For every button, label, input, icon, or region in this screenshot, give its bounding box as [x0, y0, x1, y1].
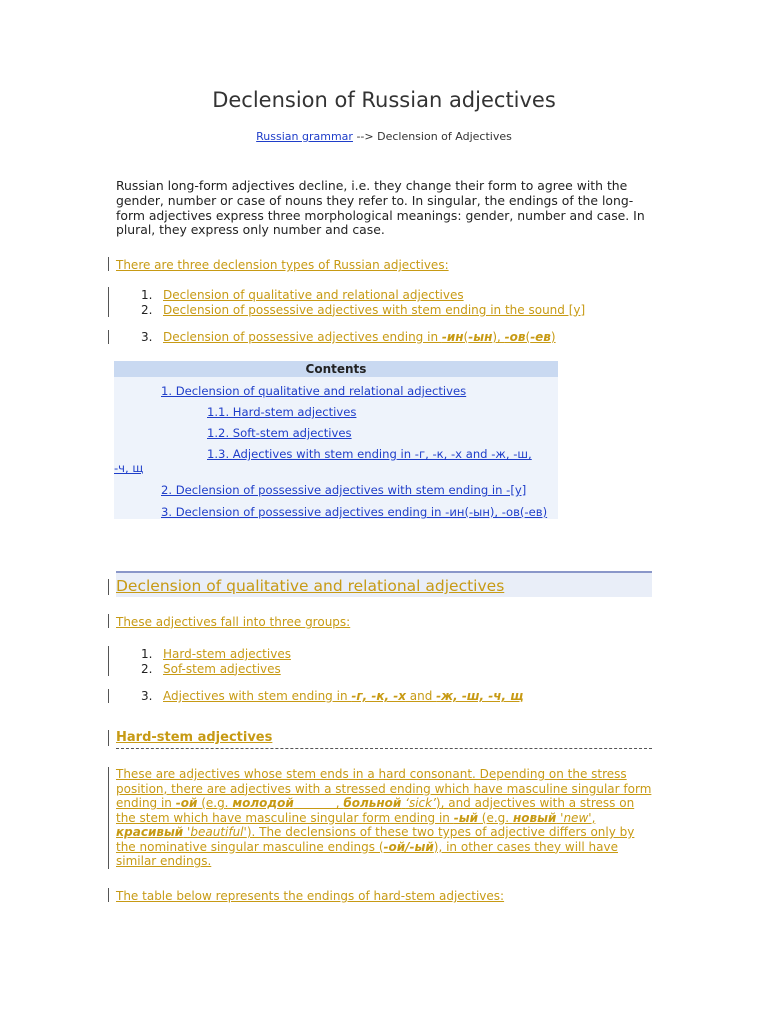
- list-item: 2. Sof-stem adjectives: [141, 661, 281, 676]
- margin-bar: [108, 767, 109, 869]
- intro-paragraph: Russian long-form adjectives decline, i.e. they change their form to agree with the gender, number or case of nouns they refer to. In singular, the endings of the long-form adjectives express three morphological meanings: gender, number and case. In plural, they express only number and case.: [116, 178, 645, 238]
- toc-item-1-2[interactable]: 1.2. Soft-stem adjectives: [207, 426, 352, 440]
- toc-item-3[interactable]: 3. Declension of possessive adjectives ending in -ин(-ын), -ов(-ев): [161, 505, 548, 519]
- breadcrumb-current: --> Declension of Adjectives: [352, 130, 512, 143]
- type-link-2[interactable]: Declension of possessive adjectives with stem ending in the sound [у]: [163, 302, 586, 317]
- groups-list: [141, 647, 291, 676]
- margin-bar: [108, 330, 109, 344]
- hard-stem-paragraph: These are adjectives whose stem ends in a hard consonant. Depending on the stress position, there are adjectives with a stressed ending which have masculine singular form ending in -ой (e.g. молодой , больной ‘sick’), and adjectives with a stress on the stem which have masculine singular form ending in -ый (e.g. новый 'new', красивый 'beautiful'). The declensions of these two types of adjective differs only by the nominative singular masculine endings (-ой/-ый), in other cases they will have similar endings.: [116, 767, 652, 868]
- section-heading: Declension of qualitative and relational adjectives: [116, 571, 652, 597]
- margin-bar: [108, 689, 109, 703]
- margin-bar: [108, 257, 109, 271]
- list-item: 1. Declension of qualitative and relational adjectives: [141, 288, 464, 302]
- toc-item-2[interactable]: 2. Declension of possessive adjectives with stem ending in -[у]: [161, 483, 527, 497]
- list-item: 2. Declension of possessive adjectives with stem ending in the sound [у]: [141, 302, 586, 317]
- toc-item-1[interactable]: 1. Declension of qualitative and relational adjectives: [161, 384, 467, 398]
- margin-bar: [108, 614, 109, 628]
- type-link-1[interactable]: Declension of qualitative and relational adjectives: [163, 288, 464, 302]
- list-item: 3. Adjectives with stem ending in -г, -к, -х and -ж, -ш, -ч, щ: [141, 689, 524, 703]
- toc-item-1-3[interactable]: 1.3. Adjectives with stem ending in -г, -к, -х and -ж, -ш,: [207, 447, 532, 461]
- breadcrumb: [0, 130, 768, 143]
- groups-intro: These adjectives fall into three groups:: [116, 615, 351, 629]
- dashed-divider: [116, 748, 652, 749]
- group-link-1[interactable]: Hard-stem adjectives: [163, 647, 291, 661]
- list-item: 3. Declension of possessive adjectives ending in -ин(-ын), -ов(-ев): [141, 330, 556, 344]
- types-list: [141, 288, 585, 317]
- page-title: Declension of Russian adjectives: [212, 88, 556, 112]
- margin-bar: [108, 646, 109, 676]
- margin-bar: [108, 888, 109, 902]
- hard-stem-heading: Hard-stem adjectives: [116, 730, 273, 745]
- margin-bar: [108, 730, 109, 746]
- group-link-2[interactable]: Sof-stem adjectives: [163, 661, 281, 676]
- toc-item-1-3-cont[interactable]: -ч, щ: [114, 461, 144, 475]
- toc-item-1-1[interactable]: 1.1. Hard-stem adjectives: [207, 405, 357, 419]
- margin-bar: [108, 287, 109, 317]
- group-link-3[interactable]: Adjectives with stem ending in -г, -к, -х and -ж, -ш, -ч, щ: [163, 689, 524, 703]
- margin-bar: [108, 579, 109, 595]
- type-link-3[interactable]: Declension of possessive adjectives ending in -ин(-ын), -ов(-ев): [163, 330, 556, 344]
- list-item: 1. Hard-stem adjectives: [141, 647, 291, 661]
- table-intro: The table below represents the endings of hard-stem adjectives:: [116, 889, 505, 903]
- toc-heading: Contents: [114, 361, 558, 377]
- types-intro: There are three declension types of Russian adjectives:: [116, 258, 449, 272]
- breadcrumb-link-russian-grammar[interactable]: Russian grammar: [256, 130, 353, 143]
